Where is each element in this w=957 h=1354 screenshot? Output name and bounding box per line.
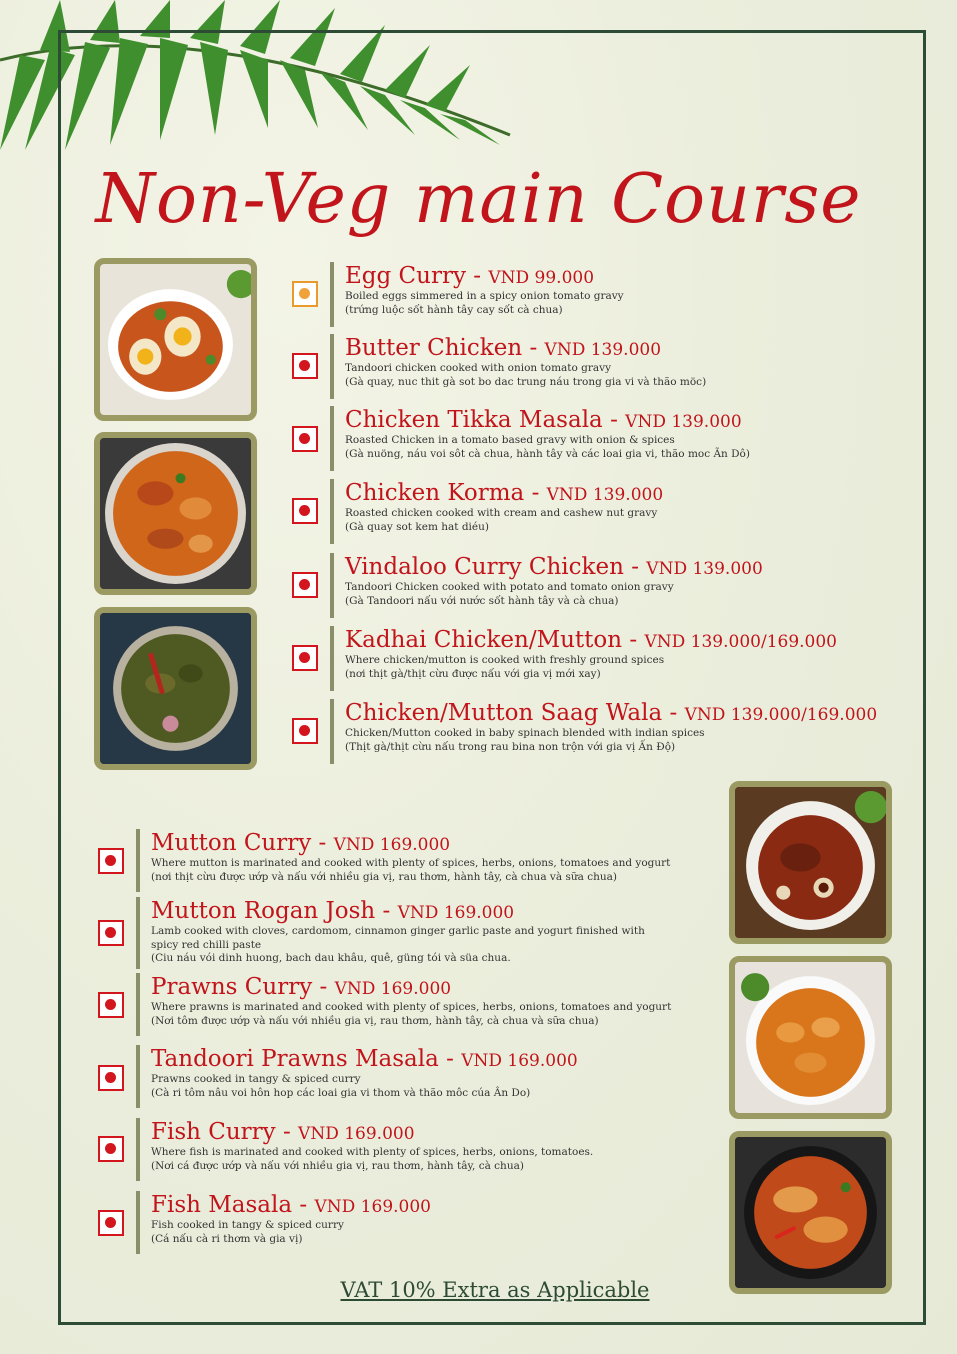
menu-item: Tandoori Prawns Masala - VND 169.000 Prawns cooked in tangy & spiced curry (Cà ri tôm nâu voi hôn hop các loai gia vi thom và thão môc cúa Ân Do) <box>136 1045 716 1108</box>
item-price: VND 139.000 <box>646 559 763 579</box>
egg-mark-icon <box>292 281 318 307</box>
menu-item: Mutton Rogan Josh - VND 169.000 Lamb cooked with cloves, cardomom, cinnamon ginger garlic paste and yogurt finished with spicy red chilli paste (Ciu náu vói dinh huong, bach dau khâu, quê, güng tói và süa chua. <box>136 897 716 969</box>
item-price: VND 169.000 <box>314 1197 431 1217</box>
item-desc-vi: (Thịt gà/thịt cừu nấu trong rau bina non trộn với gia vị Ấn Độ) <box>345 740 676 753</box>
menu-item: Butter Chicken - VND 139.000 Tandoori chicken cooked with onion tomato gravy (Gà quay, nuc thit gà sot bo dac trung náu trong gia vi và thão möc) <box>330 334 750 399</box>
egg-curry-photo <box>94 258 257 421</box>
item-desc-vi: (nơi thịt cừu được ướp và nấu với nhiều gia vị, rau thơm, hành tây, cà chua và sữa chua) <box>151 870 617 883</box>
item-desc: Where fish is marinated and cooked with plenty of spices, herbs, onions, tomatoes. <box>151 1146 594 1158</box>
item-name: Butter Chicken <box>345 335 523 361</box>
item-desc: Prawns cooked in tangy & spiced curry <box>151 1073 361 1085</box>
item-desc-vi: (nơi thịt gà/thịt cừu được nấu với gia vị mới xay) <box>345 667 601 680</box>
non-veg-mark-icon <box>292 572 318 598</box>
menu-item: Prawns Curry - VND 169.000 Where prawns is marinated and cooked with plenty of spices, herbs, onions, tomatoes and yogurt (Nơi tôm được ướp và nấu với nhiều gia vị, rau thơm, hành tây, cà chua và sữa chua) <box>136 973 716 1036</box>
menu-item: Fish Masala - VND 169.000 Fish cooked in tangy & spiced curry (Cá nấu cà ri thơm và gia vị) <box>136 1191 716 1254</box>
item-name: Chicken Tikka Masala <box>345 407 603 433</box>
item-desc: Where mutton is marinated and cooked with plenty of spices, herbs, onions, tomatoes and yogurt <box>151 857 671 869</box>
chicken-tikka-photo <box>94 432 257 595</box>
menu-item: Chicken Tikka Masala - VND 139.000 Roasted Chicken in a tomato based gravy with onion & spices (Gà nuöng, náu voi sôt cà chua, hành tây và các loai gia vi, thão moc Ãn Dô) <box>330 406 790 471</box>
menu-item: Chicken Korma - VND 139.000 Roasted chicken cooked with cream and cashew nut gravy (Gà quay sot kem hat diéu) <box>330 479 750 544</box>
menu-item: Fish Curry - VND 169.000 Where fish is marinated and cooked with plenty of spices, herbs, onions, tomatoes. (Nơi cá được ướp và nấu với nhiều gia vị, rau thơm, hành tây, cà chua) <box>136 1118 716 1181</box>
item-desc: Boiled eggs simmered in a spicy onion tomato gravy <box>345 290 624 302</box>
item-name: Mutton Rogan Josh <box>151 898 376 924</box>
non-veg-mark-icon <box>98 920 124 946</box>
item-price: VND 169.000 <box>298 1124 415 1144</box>
item-name: Vindaloo Curry Chicken <box>345 554 624 580</box>
prawns-curry-photo <box>729 956 892 1119</box>
item-name: Chicken Korma <box>345 480 525 506</box>
non-veg-mark-icon <box>292 645 318 671</box>
item-desc: Where chicken/mutton is cooked with freshly ground spices <box>345 654 665 666</box>
menu-item: Kadhai Chicken/Mutton - VND 139.000/169.000 Where chicken/mutton is cooked with freshly ground spices (nơi thịt gà/thịt cừu được nấu với gia vị mới xay) <box>330 626 850 691</box>
item-price: VND 139.000 <box>546 485 664 505</box>
non-veg-mark-icon <box>98 992 124 1018</box>
fish-curry-photo <box>729 1131 892 1294</box>
item-desc-vi: (Ciu náu vói dinh huong, bach dau khâu, quê, güng tói và süa chua. <box>151 952 511 964</box>
item-desc: Roasted chicken cooked with cream and cashew nut gravy <box>345 507 658 519</box>
menu-item: Mutton Curry - VND 169.000 Where mutton is marinated and cooked with plenty of spices, herbs, onions, tomatoes and yogurt (nơi thịt cừu được ướp và nấu với nhiều gia vị, rau thơm, hành tây, cà chua và sữa chua) <box>136 829 716 892</box>
item-desc-2: spicy red chilli paste <box>151 938 262 951</box>
item-name: Tandoori Prawns Masala <box>151 1046 439 1072</box>
item-price: VND 139.000 <box>544 340 662 360</box>
item-name: Kadhai Chicken/Mutton <box>345 627 623 653</box>
item-name: Egg Curry <box>345 263 466 289</box>
item-name: Chicken/Mutton Saag Wala <box>345 700 663 726</box>
item-desc-vi: (trứng luộc sốt hành tây cay sốt cà chua) <box>345 303 563 316</box>
item-price: VND 169.000 <box>333 835 451 855</box>
item-name: Fish Curry <box>151 1119 276 1145</box>
item-desc: Tandoori Chicken cooked with potato and tomato onion gravy <box>345 581 674 593</box>
item-price: VND 169.000 <box>334 979 452 999</box>
item-price: VND 139.000/169.000 <box>684 705 878 725</box>
item-price: VND 139.000 <box>625 412 742 432</box>
item-desc-vi: (Gà quay, nuc thit gà sot bo dac trung náu trong gia vi và thão möc) <box>345 375 707 388</box>
item-desc-vi: (Nơi tôm được ướp và nấu với nhiều gia vị, rau thơm, hành tây, cà chua và sữa chua) <box>151 1014 599 1027</box>
non-veg-mark-icon <box>98 1210 124 1236</box>
item-price: VND 99.000 <box>488 268 595 288</box>
vat-note: VAT 10% Extra as Applicable <box>340 1278 650 1302</box>
item-desc: Roasted Chicken in a tomato based gravy with onion & spices <box>345 434 675 446</box>
item-desc-vi: (Cà ri tôm nâu voi hôn hop các loai gia vi thom và thão môc cúa Ân Do) <box>151 1086 531 1099</box>
menu-item: Egg Curry - VND 99.000 Boiled eggs simmered in a spicy onion tomato gravy (trứng luộc sốt hành tây cay sốt cà chua) <box>330 262 710 327</box>
item-desc-vi: (Gà Tandoori nấu với nước sốt hành tây và cà chua) <box>345 594 619 607</box>
item-desc-vi: (Gà quay sot kem hat diéu) <box>345 520 489 533</box>
menu-item: Vindaloo Curry Chicken - VND 139.000 Tandoori Chicken cooked with potato and tomato onion gravy (Gà Tandoori nấu với nước sốt hành tây và cà chua) <box>330 553 790 618</box>
item-desc-vi: (Nơi cá được ướp và nấu với nhiều gia vị, rau thơm, hành tây, cà chua) <box>151 1159 524 1172</box>
non-veg-mark-icon <box>292 718 318 744</box>
item-price: VND 169.000 <box>397 903 515 923</box>
non-veg-mark-icon <box>292 498 318 524</box>
item-desc-vi: (Cá nấu cà ri thơm và gia vị) <box>151 1232 303 1245</box>
saag-wala-photo <box>94 607 257 770</box>
menu-item: Chicken/Mutton Saag Wala - VND 139.000/169.000 Chicken/Mutton cooked in baby spinach blended with indian spices (Thịt gà/thịt cừu nấu trong rau bina non trộn với gia vị Ấn Độ) <box>330 699 890 764</box>
item-desc: Fish cooked in tangy & spiced curry <box>151 1219 344 1231</box>
item-desc: Where prawns is marinated and cooked with plenty of spices, herbs, onions, tomatoes and yogurt <box>151 1001 672 1013</box>
item-desc: Chicken/Mutton cooked in baby spinach blended with indian spices <box>345 727 705 739</box>
item-desc: Tandoori chicken cooked with onion tomato gravy <box>345 362 612 374</box>
non-veg-mark-icon <box>98 1136 124 1162</box>
non-veg-mark-icon <box>98 848 124 874</box>
page-title: Non-Veg main Course <box>95 160 862 239</box>
non-veg-mark-icon <box>98 1065 124 1091</box>
item-desc-vi: (Gà nuöng, náu voi sôt cà chua, hành tây và các loai gia vi, thão moc Ãn Dô) <box>345 447 750 460</box>
item-price: VND 139.000/169.000 <box>644 632 837 652</box>
item-desc: Lamb cooked with cloves, cardomom, cinnamon ginger garlic paste and yogurt finished with <box>151 925 645 937</box>
item-price: VND 169.000 <box>461 1051 578 1071</box>
item-name: Prawns Curry <box>151 974 313 1000</box>
item-name: Fish Masala <box>151 1192 293 1218</box>
mutton-curry-photo <box>729 781 892 944</box>
item-name: Mutton Curry <box>151 830 312 856</box>
non-veg-mark-icon <box>292 426 318 452</box>
non-veg-mark-icon <box>292 353 318 379</box>
